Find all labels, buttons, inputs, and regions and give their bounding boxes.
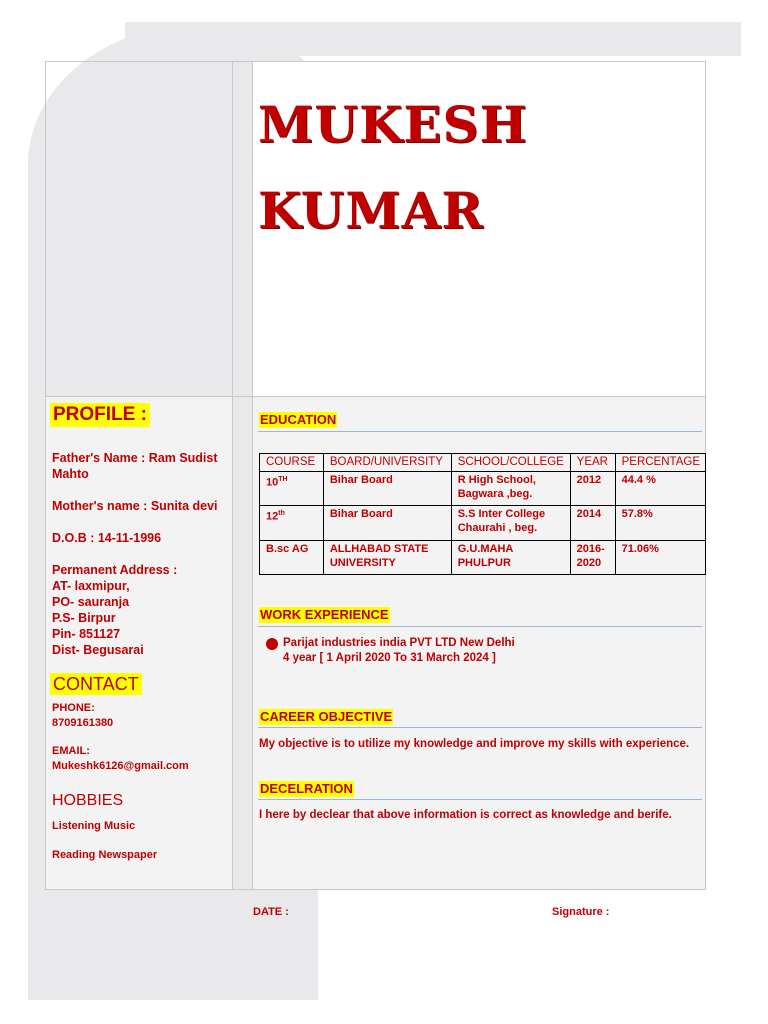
year-cell: 2016-2020 bbox=[570, 541, 615, 575]
column-header: BOARD/UNIVERSITY bbox=[323, 454, 451, 472]
school-cell: S.S Inter College Chaurahi , beg. bbox=[451, 506, 570, 541]
father-name-line-1: Father's Name : Ram Sudist bbox=[52, 451, 218, 465]
course-cell: 10TH bbox=[260, 472, 324, 506]
address-line: PO- sauranja bbox=[52, 595, 130, 609]
phone-block bbox=[52, 701, 228, 731]
column-header: YEAR bbox=[570, 454, 615, 472]
board-cell: Bihar Board bbox=[323, 506, 451, 541]
course-cell: B.sc AG bbox=[260, 541, 324, 575]
work-experience-rule bbox=[258, 626, 702, 627]
signature-label: Signature : bbox=[552, 906, 610, 918]
percentage-cell: 44.4 % bbox=[615, 472, 705, 506]
date-of-birth: D.O.B : 14-11-1996 bbox=[52, 531, 162, 545]
name-line-1: MUKESH bbox=[258, 95, 528, 154]
hobby-item: Listening Music bbox=[52, 820, 136, 832]
declaration-text: I here by declear that above information is correct as knowledge and berife. bbox=[259, 809, 672, 821]
permanent-address bbox=[52, 562, 228, 658]
profile-heading: PROFILE : bbox=[50, 403, 150, 427]
percentage-cell: 71.06% bbox=[615, 541, 705, 575]
column-header: SCHOOL/COLLEGE bbox=[451, 454, 570, 472]
father-name-line-2: Mahto bbox=[52, 467, 89, 481]
address-line: Pin- 851127 bbox=[52, 627, 121, 641]
school-cell: G.U.MAHA PHULPUR bbox=[451, 541, 570, 575]
mother-name: Mother's name : Sunita devi bbox=[52, 499, 218, 513]
table-row bbox=[260, 506, 706, 541]
column-header: COURSE bbox=[260, 454, 324, 472]
work-company: Parijat industries india PVT LTD New Delhi bbox=[283, 637, 515, 649]
email-block bbox=[52, 744, 228, 774]
address-label: Permanent Address : bbox=[52, 563, 178, 577]
table-row bbox=[260, 472, 706, 506]
education-heading: EDUCATION bbox=[260, 412, 337, 427]
year-cell: 2012 bbox=[570, 472, 615, 506]
column-divider-right bbox=[252, 61, 253, 890]
email-label: EMAIL: bbox=[52, 745, 90, 757]
board-cell: Bihar Board bbox=[323, 472, 451, 506]
father-name bbox=[52, 450, 228, 482]
work-experience-heading: WORK EXPERIENCE bbox=[260, 607, 389, 622]
school-cell: R High School, Bagwara ,beg. bbox=[451, 472, 570, 506]
declaration-heading: DECELRATION bbox=[260, 781, 353, 796]
career-objective-rule bbox=[258, 727, 702, 728]
hobbies-heading: HOBBIES bbox=[52, 792, 124, 809]
work-duration: 4 year [ 1 April 2020 To 31 March 2024 ] bbox=[283, 652, 496, 664]
address-line: AT- laxmipur, bbox=[52, 579, 130, 593]
table-header-row bbox=[260, 454, 706, 472]
course-cell: 12th bbox=[260, 506, 324, 541]
column-header: PERCENTAGE bbox=[615, 454, 705, 472]
name-line-2: KUMAR bbox=[258, 181, 484, 240]
education-rule bbox=[258, 431, 702, 432]
education-table bbox=[259, 453, 706, 575]
table-row bbox=[260, 541, 706, 575]
address-line: P.S- Birpur bbox=[52, 611, 116, 625]
hobby-item: Reading Newspaper bbox=[52, 849, 158, 861]
phone-number: 8709161380 bbox=[52, 717, 114, 729]
date-label: DATE : bbox=[253, 906, 289, 918]
year-cell: 2014 bbox=[570, 506, 615, 541]
bullet-icon bbox=[266, 638, 278, 650]
phone-label: PHONE: bbox=[52, 702, 95, 714]
percentage-cell: 57.8% bbox=[615, 506, 705, 541]
career-objective-heading: CAREER OBJECTIVE bbox=[260, 709, 393, 724]
career-objective-text: My objective is to utilize my knowledge and improve my skills with experience. bbox=[259, 738, 690, 750]
board-cell: ALLHABAD STATE UNIVERSITY bbox=[323, 541, 451, 575]
address-line: Dist- Begusarai bbox=[52, 643, 144, 657]
header-divider bbox=[45, 396, 706, 397]
declaration-rule bbox=[258, 799, 702, 800]
contact-heading: CONTACT bbox=[50, 673, 142, 695]
email-address: Mukeshk6126@gmail.com bbox=[52, 760, 189, 772]
column-divider-left bbox=[232, 61, 233, 890]
candidate-name bbox=[258, 82, 528, 254]
work-experience-entry bbox=[283, 636, 683, 666]
